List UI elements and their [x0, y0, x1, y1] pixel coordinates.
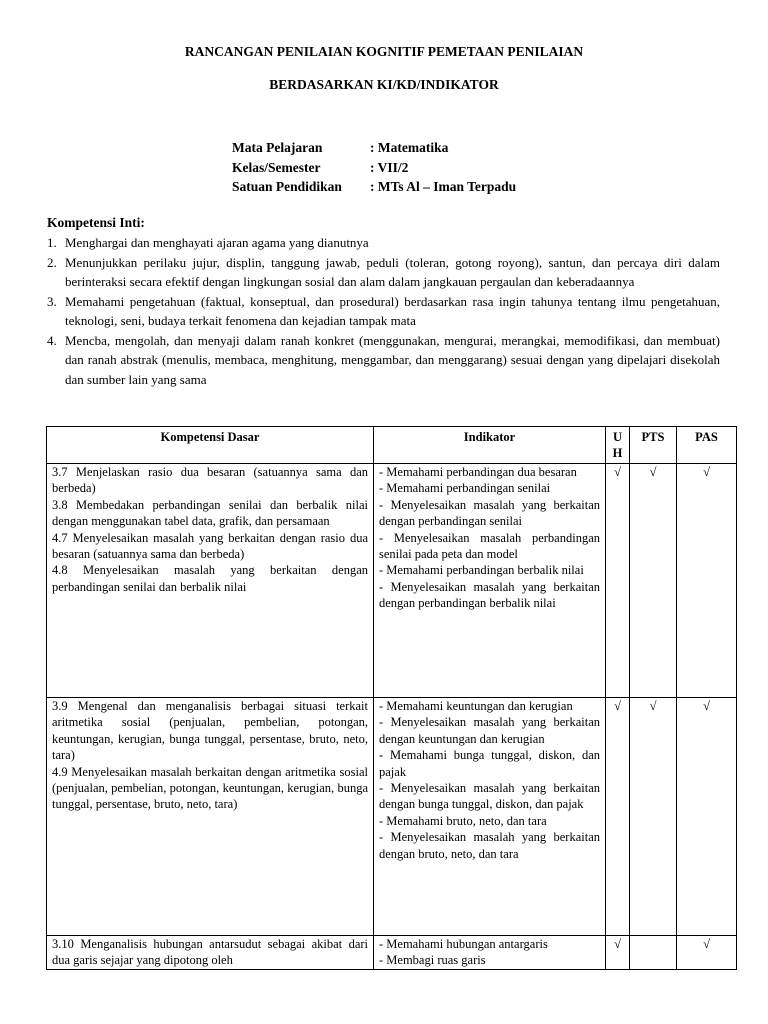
document-subtitle: BERDASARKAN KI/KD/INDIKATOR — [269, 77, 499, 92]
header-uh — [606, 427, 630, 464]
document-title: RANCANGAN PENILAIAN KOGNITIF PEMETAAN PENILAIAN — [184, 44, 584, 59]
list-item — [47, 331, 720, 390]
indikator-item: - Membagi ruas garis — [379, 953, 486, 968]
header-uh-line: H — [612, 446, 623, 460]
uh-check: √ — [606, 936, 630, 970]
list-number: 1. — [47, 235, 57, 250]
info-value: : MTs Al – Iman Terpadu — [370, 179, 517, 194]
info-label: Kelas/Semester — [232, 159, 321, 175]
kd-item: 3.9 Mengenal dan menganalisis berbagai situasi terkait aritmetika sosial (penjualan, pembelian, potongan, keuntungan, kerugian, bunga tunggal, persentase, bruto, neto, tara) — [52, 699, 368, 763]
table-row — [47, 464, 737, 698]
indikator-cell — [374, 464, 606, 698]
indikator-item: - Memahami bunga tunggal, diskon, dan pajak — [379, 748, 600, 779]
kd-item: 3.10 Menganalisis hubungan antarsudut sebagai akibat dari dua garis sejajar yang dipotong oleh — [52, 937, 368, 968]
info-row-class — [232, 158, 516, 178]
list-number: 3. — [47, 293, 57, 309]
indikator-item: - Menyelesaikan masalah perbandingan senilai pada peta dan model — [379, 530, 600, 562]
info-label: Mata Pelajaran — [232, 140, 323, 155]
header-indikator: Indikator — [374, 427, 606, 464]
indikator-cell — [374, 936, 606, 970]
list-text: Menunjukkan perilaku jujur, displin, tanggung jawab, peduli (toleran, gotong royong), santun, dan percaya diri dalam berinteraksi secara efektif dengan lingkungan sosial dan alam dalam jangkauan pergaulan dan keberadaannya — [65, 254, 720, 289]
header-uh-line: U — [612, 430, 623, 444]
indikator-item: - Menyelesaikan masalah yang berkaitan dengan keuntungan dan kerugian — [379, 715, 600, 746]
indikator-item: - Memahami perbandingan senilai — [379, 481, 551, 496]
uh-check: √ — [606, 464, 630, 698]
kd-cell — [47, 464, 374, 698]
kd-item: 4.9 Menyelesaikan masalah berkaitan dengan aritmetika sosial (penjualan, pembelian, potongan, keuntungan, kerugian, bunga tunggal, persentase, bruto, neto, tara) — [52, 764, 368, 812]
indikator-item: - Menyelesaikan masalah yang berkaitan dengan perbandingan senilai — [379, 497, 600, 529]
kd-cell — [47, 936, 374, 970]
kompetensi-inti-list — [47, 233, 720, 389]
indikator-cell — [374, 698, 606, 936]
list-item — [47, 292, 720, 331]
indikator-item: - Menyelesaikan masalah yang berkaitan dengan bruto, neto, dan tara — [379, 830, 600, 861]
list-text: Mencba, mengolah, dan menyaji dalam ranah konkret (menggunakan, mengurai, merangkai, memodifikasi, dan membuat) dan ranah abstrak (menulis, membaca, menghitung, menggambar, dan menggarang) sesuai dengan yang dipelajari disekolah dan sumber lain yang sama — [65, 332, 720, 387]
assessment-table — [46, 426, 737, 970]
info-value: : Matematika — [370, 140, 449, 155]
info-row-school — [232, 177, 516, 197]
table-row — [47, 698, 737, 936]
list-item — [47, 233, 720, 253]
indikator-item: - Memahami perbandingan dua besaran — [379, 465, 577, 479]
header-pas: PAS — [677, 427, 737, 464]
info-label: Satuan Pendidikan — [232, 179, 342, 194]
indikator-item: - Memahami perbandingan berbalik nilai — [379, 563, 584, 578]
kd-cell — [47, 698, 374, 936]
subject-info — [232, 138, 516, 197]
list-text: Menghargai dan menghayati ajaran agama yang dianutnya — [65, 235, 369, 250]
pas-check: √ — [677, 936, 737, 970]
indikator-item: - Memahami hubungan antargaris — [379, 937, 548, 951]
list-number: 4. — [47, 332, 57, 348]
kd-item: 3.7 Menjelaskan rasio dua besaran (satuannya sama dan berbeda) — [52, 465, 368, 496]
table-row — [47, 936, 737, 970]
kd-item: 4.7 Menyelesaikan masalah yang berkaitan dengan rasio dua besaran (satuannya sama dan berbeda) — [52, 530, 368, 562]
kompetensi-inti-heading: Kompetensi Inti: — [47, 215, 145, 230]
table-header-row — [47, 427, 737, 464]
header-pts: PTS — [630, 427, 677, 464]
indikator-item: - Memahami keuntungan dan kerugian — [379, 699, 573, 713]
list-text: Memahami pengetahuan (faktual, konseptual, dan prosedural) berdasarkan rasa ingin tahunya tentang ilmu pengetahuan, teknologi, seni, budaya terkait fenomena dan kejadian tampak mata — [65, 293, 720, 328]
info-row-subject — [232, 138, 516, 158]
pas-check: √ — [677, 464, 737, 698]
pts-check — [630, 936, 677, 970]
pts-check: √ — [630, 464, 677, 698]
uh-check: √ — [606, 698, 630, 936]
kd-item: 4.8 Menyelesaikan masalah yang berkaitan dengan perbandingan senilai dan berbalik nilai — [52, 563, 368, 594]
header-kompetensi-dasar: Kompetensi Dasar — [47, 427, 374, 464]
indikator-item: - Menyelesaikan masalah yang berkaitan dengan bunga tunggal, diskon, dan pajak — [379, 781, 600, 812]
indikator-item: - Memahami bruto, neto, dan tara — [379, 813, 547, 828]
list-number: 2. — [47, 254, 57, 270]
indikator-item: - Menyelesaikan masalah yang berkaitan dengan perbandingan berbalik nilai — [379, 579, 600, 611]
pas-check: √ — [677, 698, 737, 936]
kd-item: 3.8 Membedakan perbandingan senilai dan berbalik nilai dengan menggunakan tabel data, grafik, dan persamaan — [52, 497, 368, 529]
info-value: : VII/2 — [370, 159, 409, 175]
pts-check: √ — [630, 698, 677, 936]
list-item — [47, 253, 720, 292]
